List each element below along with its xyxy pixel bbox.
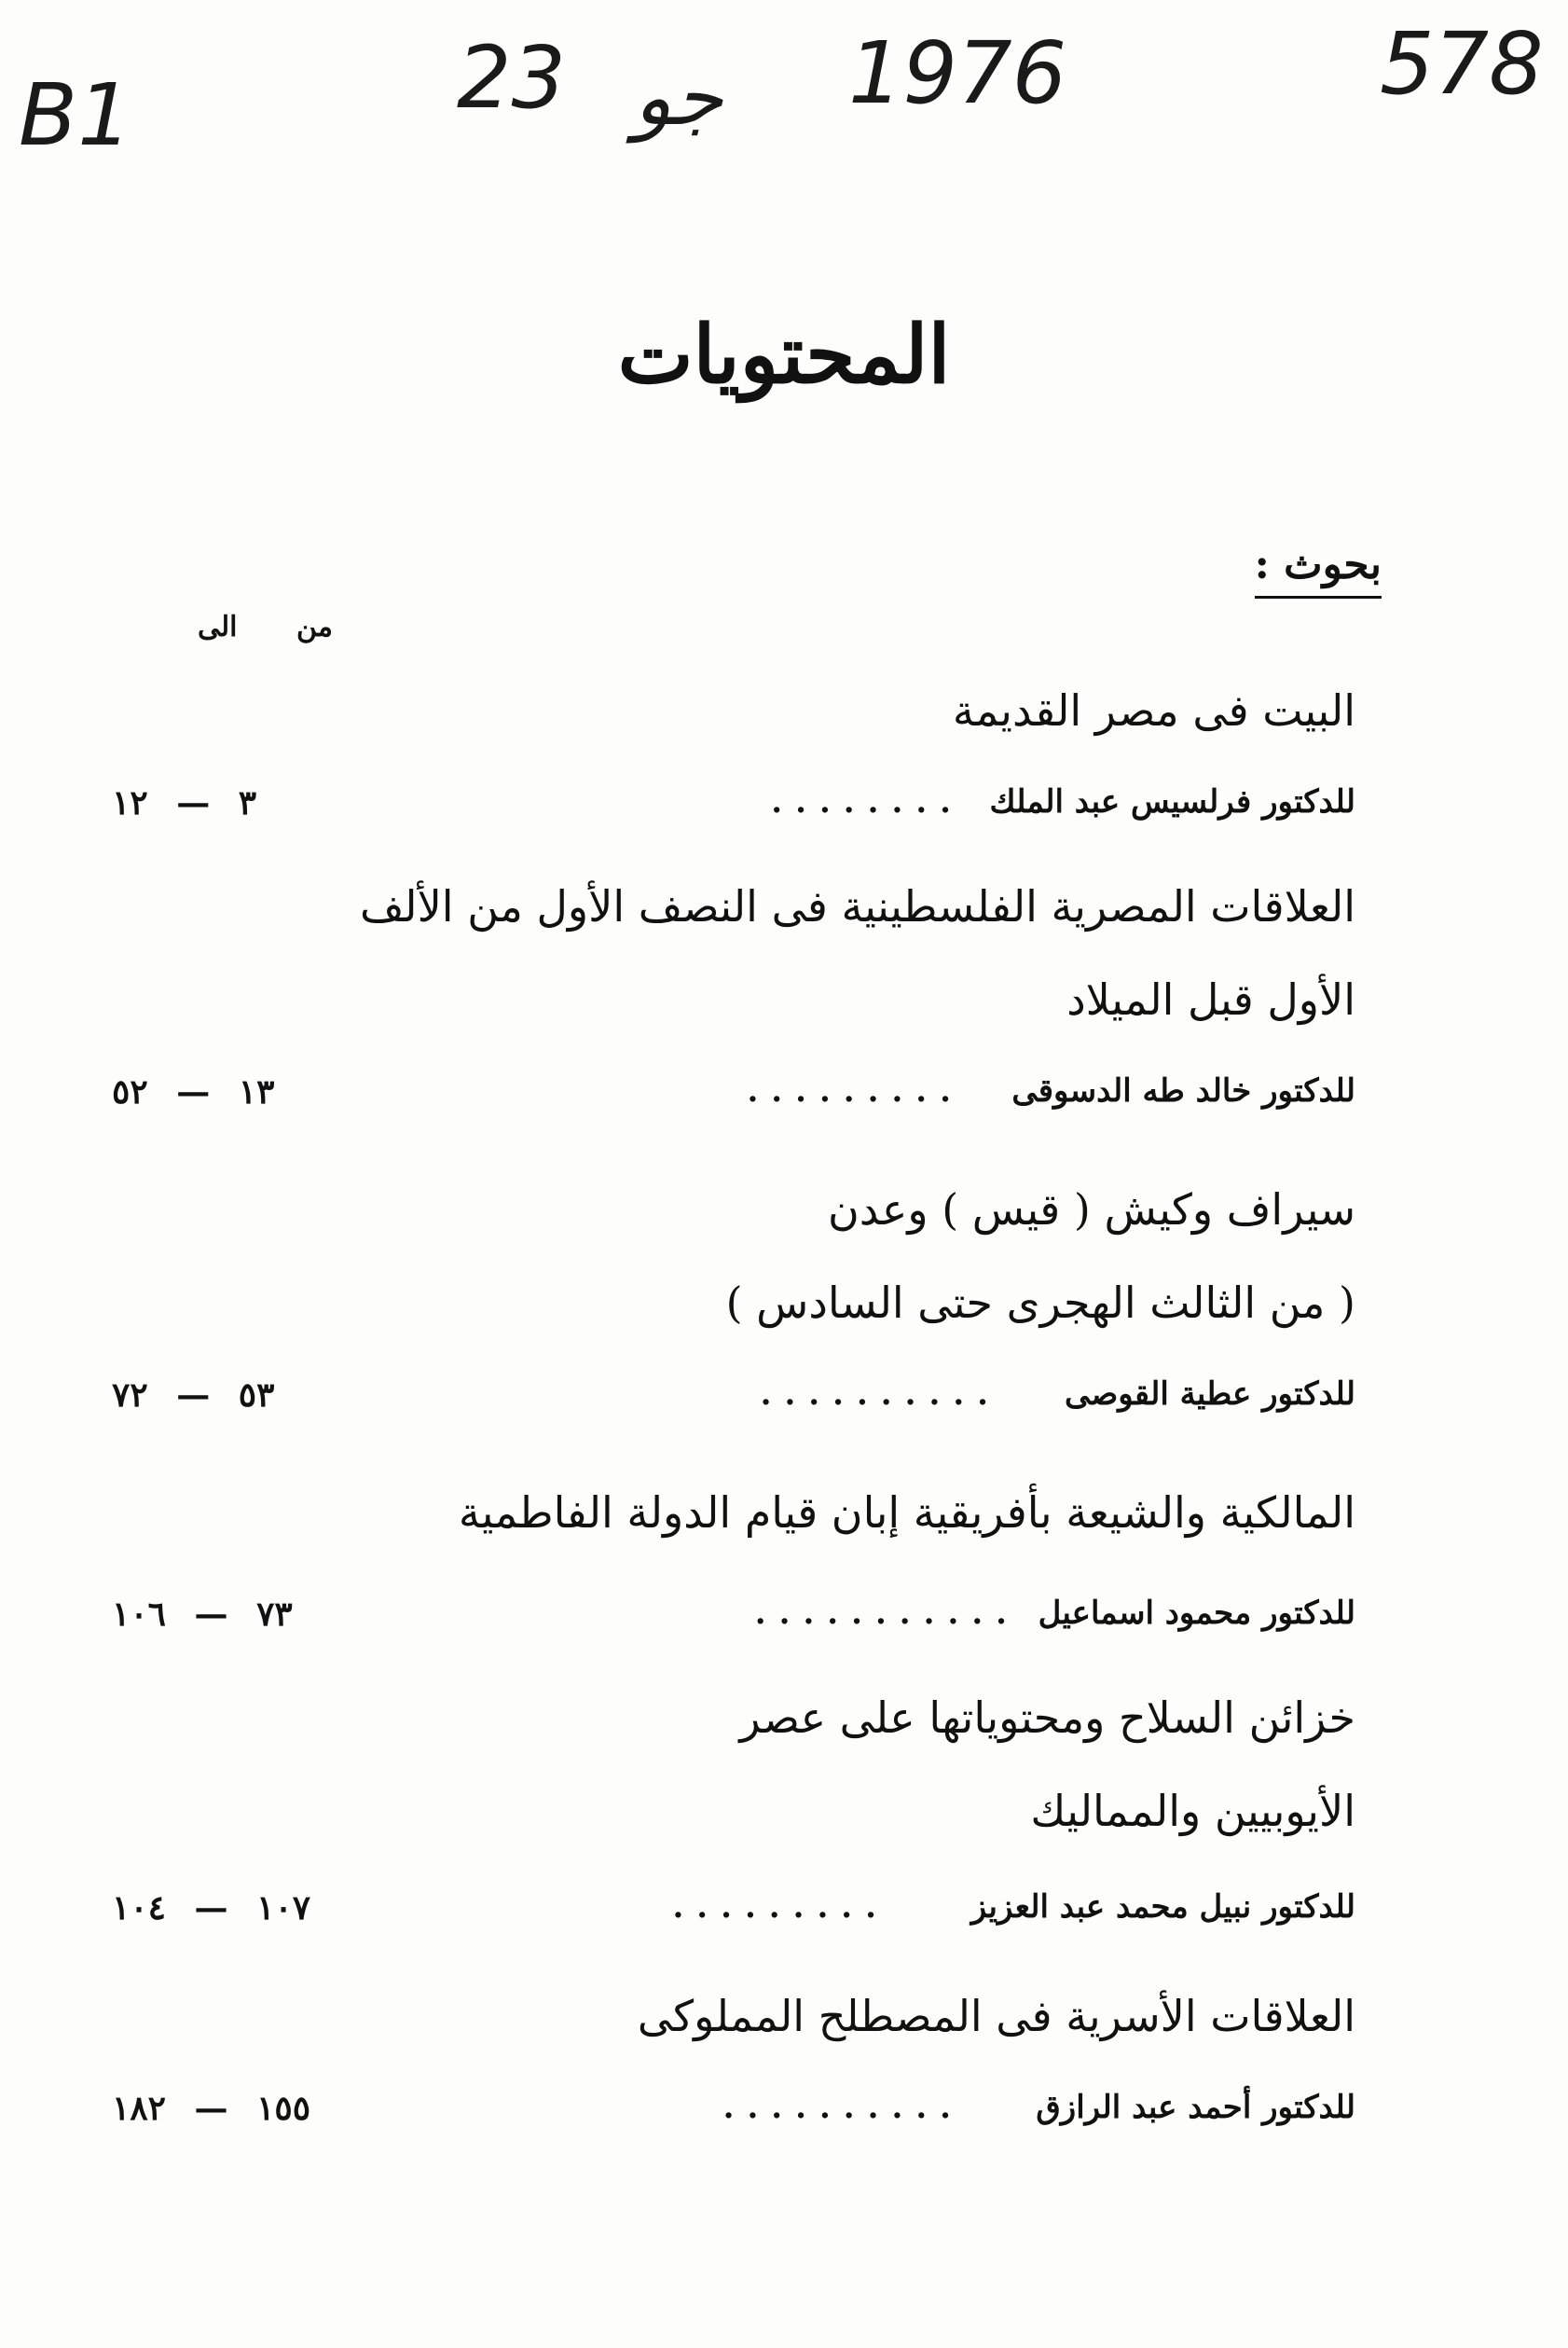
leader-dots: ........ <box>771 783 964 821</box>
entry-title-line: خزائن السلاح ومحتوياتها على عصر <box>739 1692 1355 1743</box>
entry-title-line: الأيوبيين والمماليك <box>1030 1786 1355 1836</box>
entry-author: للدكتور عطية القوصى <box>1064 1375 1355 1413</box>
page-title: المحتويات <box>617 308 951 402</box>
leader-dots: .......... <box>760 1375 1001 1413</box>
entry-author-row <box>112 1888 1355 1935</box>
handwritten-ref-number: 578 <box>1380 14 1544 114</box>
leader-dots: ........... <box>754 1595 1020 1632</box>
entry-title-line: سيراف وكيش ( قيس ) وعدن <box>827 1184 1355 1235</box>
entry-title-line: ( من الثالث الهجرى حتى السادس ) <box>725 1278 1355 1328</box>
leader-dots: .......... <box>722 2089 964 2126</box>
leader-dots: ......... <box>672 1888 889 1926</box>
entry-page-range: ١٠٧ — ١٠٤ <box>112 1888 311 1927</box>
entry-author: للدكتور خالد طه الدسوقى <box>1011 1072 1355 1110</box>
entry-author-row <box>112 783 1355 830</box>
column-header-from: من <box>296 611 333 643</box>
handwritten-code: B1 <box>19 65 132 165</box>
entry-page-range: ٥٣ — ٧٢ <box>112 1375 275 1415</box>
entry-title-line: العلاقات الأسرية فى المصطلح المملوكى <box>637 1991 1355 2041</box>
entry-title-line: البيت فى مصر القديمة <box>952 685 1355 736</box>
entry-author-row <box>112 1595 1355 1641</box>
entry-page-range: ٧٣ — ١٠٦ <box>112 1595 293 1634</box>
handwritten-year: 1976 <box>848 23 1067 123</box>
entry-page-range: ١٣ — ٥٢ <box>112 1072 275 1112</box>
entry-title-line: العلاقات المصرية الفلسطينية فى النصف الأول من الألف <box>359 881 1355 932</box>
leader-dots: ......... <box>747 1072 964 1110</box>
entry-author-row <box>112 1375 1355 1422</box>
handwritten-number: 23 <box>457 28 567 128</box>
entry-author: للدكتور محمود اسماعيل <box>1038 1595 1355 1632</box>
entry-page-range: ١٥٥ — ١٨٢ <box>112 2089 311 2128</box>
section-heading: بحوث : <box>1255 541 1382 599</box>
entry-author-row <box>112 1072 1355 1119</box>
entry-author-row <box>112 2089 1355 2135</box>
entry-author: للدكتور نبيل محمد عبد العزيز <box>970 1888 1355 1926</box>
entry-title-line: الأول قبل الميلاد <box>1066 974 1355 1025</box>
handwritten-mark: جو <box>634 51 723 143</box>
entry-title-line: المالكية والشيعة بأفريقية إبان قيام الدولة الفاطمية <box>458 1487 1355 1538</box>
column-header-to: الى <box>198 611 238 643</box>
entry-page-range: ٣ — ١٢ <box>112 783 257 822</box>
entry-author: للدكتور فرلسيس عبد الملك <box>989 783 1355 821</box>
entry-author: للدكتور أحمد عبد الرازق <box>1036 2089 1355 2126</box>
